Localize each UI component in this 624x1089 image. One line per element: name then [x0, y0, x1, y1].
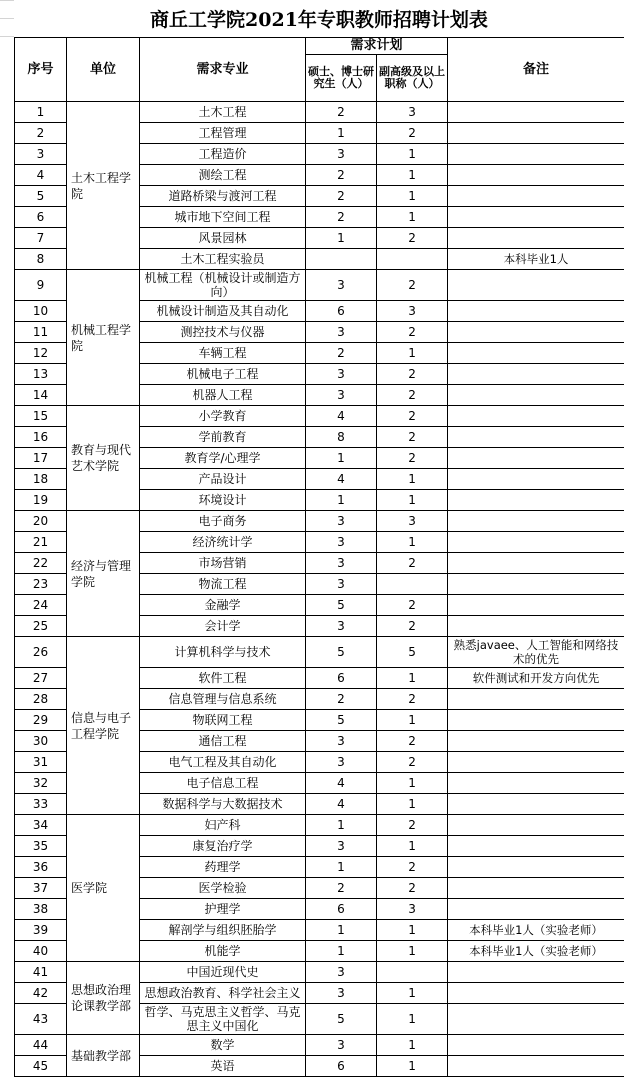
cell-major: 小学教育: [140, 406, 306, 427]
cell-major: 信息管理与信息系统: [140, 689, 306, 710]
cell-major: 机能学: [140, 941, 306, 962]
cell-seq: 24: [15, 595, 67, 616]
cell-senior: 1: [377, 186, 448, 207]
cell-seq: 32: [15, 773, 67, 794]
cell-senior: 1: [377, 165, 448, 186]
cell-note: [448, 1035, 624, 1056]
cell-masters: 4: [306, 406, 377, 427]
cell-seq: 15: [15, 406, 67, 427]
cell-masters: 2: [306, 343, 377, 364]
cell-major: 城市地下空间工程: [140, 207, 306, 228]
cell-masters: 4: [306, 469, 377, 490]
cell-seq: 41: [15, 962, 67, 983]
cell-major: 会计学: [140, 616, 306, 637]
cell-masters: 5: [306, 1004, 377, 1035]
cell-major: 学前教育: [140, 427, 306, 448]
cell-major: 机器人工程: [140, 385, 306, 406]
cell-seq: 37: [15, 878, 67, 899]
cell-seq: 10: [15, 301, 67, 322]
cell-senior: 2: [377, 815, 448, 836]
cell-major: 机械电子工程: [140, 364, 306, 385]
cell-senior: 1: [377, 983, 448, 1004]
cell-note: [448, 165, 624, 186]
cell-seq: 4: [15, 165, 67, 186]
cell-note: [448, 322, 624, 343]
cell-masters: 3: [306, 731, 377, 752]
cell-senior: 1: [377, 1056, 448, 1077]
cell-senior: 1: [377, 490, 448, 511]
cell-major: 通信工程: [140, 731, 306, 752]
cell-senior: 2: [377, 857, 448, 878]
cell-senior: 2: [377, 752, 448, 773]
cell-masters: 1: [306, 490, 377, 511]
cell-note: 本科毕业1人（实验老师）: [448, 920, 624, 941]
cell-major: 测绘工程: [140, 165, 306, 186]
cell-major: 电子信息工程: [140, 773, 306, 794]
cell-note: [448, 385, 624, 406]
cell-masters: 1: [306, 941, 377, 962]
cell-major: 电气工程及其自动化: [140, 752, 306, 773]
cell-masters: 3: [306, 553, 377, 574]
cell-senior: 1: [377, 920, 448, 941]
cell-seq: 25: [15, 616, 67, 637]
cell-note: [448, 343, 624, 364]
cell-note: [448, 553, 624, 574]
cell-major: 思想政治教育、科学社会主义: [140, 983, 306, 1004]
cell-senior: 2: [377, 616, 448, 637]
cell-major: 妇产科: [140, 815, 306, 836]
cell-senior: [377, 249, 448, 270]
cell-seq: 38: [15, 899, 67, 920]
cell-masters: 3: [306, 983, 377, 1004]
cell-major: 康复治疗学: [140, 836, 306, 857]
cell-seq: 3: [15, 144, 67, 165]
cell-note: 本科毕业1人: [448, 249, 624, 270]
cell-major: 市场营销: [140, 553, 306, 574]
cell-seq: 18: [15, 469, 67, 490]
cell-senior: 2: [377, 364, 448, 385]
cell-seq: 43: [15, 1004, 67, 1035]
cell-major: 土木工程实验员: [140, 249, 306, 270]
cell-major: 环境设计: [140, 490, 306, 511]
cell-major: 物流工程: [140, 574, 306, 595]
cell-seq: 6: [15, 207, 67, 228]
cell-major: 土木工程: [140, 102, 306, 123]
gridline: [0, 18, 14, 19]
cell-senior: 2: [377, 427, 448, 448]
cell-senior: [377, 962, 448, 983]
cell-masters: 5: [306, 595, 377, 616]
cell-masters: 1: [306, 123, 377, 144]
cell-senior: 2: [377, 553, 448, 574]
cell-senior: 1: [377, 469, 448, 490]
table-row: [15, 815, 624, 836]
cell-unit: 基础教学部: [67, 1035, 140, 1077]
cell-masters: 1: [306, 857, 377, 878]
cell-seq: 19: [15, 490, 67, 511]
cell-masters: 3: [306, 836, 377, 857]
cell-masters: 2: [306, 689, 377, 710]
cell-note: [448, 857, 624, 878]
cell-senior: 3: [377, 511, 448, 532]
cell-major: 机械设计制造及其自动化: [140, 301, 306, 322]
cell-senior: 1: [377, 532, 448, 553]
cell-major: 哲学、马克思主义哲学、马克思主义中国化: [140, 1004, 306, 1035]
cell-seq: 36: [15, 857, 67, 878]
cell-masters: 3: [306, 532, 377, 553]
cell-seq: 44: [15, 1035, 67, 1056]
cell-senior: 1: [377, 710, 448, 731]
cell-masters: 6: [306, 301, 377, 322]
cell-note: [448, 448, 624, 469]
cell-seq: 30: [15, 731, 67, 752]
cell-major: 数学: [140, 1035, 306, 1056]
cell-seq: 13: [15, 364, 67, 385]
recruitment-table: [14, 37, 624, 1077]
cell-major: 经济统计学: [140, 532, 306, 553]
cell-note: [448, 364, 624, 385]
cell-note: [448, 962, 624, 983]
cell-masters: 3: [306, 144, 377, 165]
cell-senior: 3: [377, 102, 448, 123]
cell-note: [448, 144, 624, 165]
cell-major: 物联网工程: [140, 710, 306, 731]
cell-senior: 3: [377, 301, 448, 322]
cell-major: 产品设计: [140, 469, 306, 490]
cell-masters: 3: [306, 616, 377, 637]
cell-masters: 2: [306, 186, 377, 207]
cell-major: 数据科学与大数据技术: [140, 794, 306, 815]
cell-seq: 12: [15, 343, 67, 364]
header-major: 需求专业: [140, 38, 306, 102]
cell-masters: 1: [306, 920, 377, 941]
cell-note: [448, 595, 624, 616]
cell-seq: 35: [15, 836, 67, 857]
cell-seq: 40: [15, 941, 67, 962]
cell-note: [448, 123, 624, 144]
cell-masters: 3: [306, 962, 377, 983]
cell-senior: 1: [377, 773, 448, 794]
cell-note: [448, 689, 624, 710]
cell-senior: 2: [377, 123, 448, 144]
cell-note: 软件测试和开发方向优先: [448, 668, 624, 689]
cell-note: [448, 186, 624, 207]
cell-note: [448, 794, 624, 815]
cell-senior: 2: [377, 595, 448, 616]
header-note: 备注: [448, 38, 624, 102]
gridline: [0, 36, 14, 37]
header-seq: 序号: [15, 38, 67, 102]
cell-senior: 2: [377, 270, 448, 301]
cell-senior: 1: [377, 207, 448, 228]
cell-note: [448, 270, 624, 301]
cell-seq: 23: [15, 574, 67, 595]
cell-senior: 2: [377, 689, 448, 710]
cell-senior: 2: [377, 406, 448, 427]
cell-seq: 31: [15, 752, 67, 773]
cell-senior: 2: [377, 228, 448, 249]
cell-unit: 土木工程学院: [67, 102, 140, 270]
cell-note: 本科毕业1人（实验老师）: [448, 941, 624, 962]
cell-note: [448, 228, 624, 249]
cell-unit: 医学院: [67, 815, 140, 962]
cell-seq: 11: [15, 322, 67, 343]
cell-seq: 45: [15, 1056, 67, 1077]
cell-major: 测控技术与仪器: [140, 322, 306, 343]
cell-unit: 经济与管理学院: [67, 511, 140, 637]
cell-masters: 3: [306, 574, 377, 595]
table-row: [15, 637, 624, 668]
cell-senior: 1: [377, 941, 448, 962]
cell-seq: 2: [15, 123, 67, 144]
cell-masters: 2: [306, 878, 377, 899]
cell-senior: 2: [377, 731, 448, 752]
cell-major: 解剖学与组织胚胎学: [140, 920, 306, 941]
cell-unit: 信息与电子工程学院: [67, 637, 140, 815]
header-masters: 硕士、博士研究生（人）: [306, 55, 377, 102]
cell-note: [448, 731, 624, 752]
cell-note: [448, 878, 624, 899]
cell-major: 工程造价: [140, 144, 306, 165]
table-row: [15, 270, 624, 301]
cell-note: [448, 1056, 624, 1077]
cell-major: 计算机科学与技术: [140, 637, 306, 668]
cell-seq: 7: [15, 228, 67, 249]
cell-masters: 8: [306, 427, 377, 448]
cell-masters: 5: [306, 710, 377, 731]
cell-masters: 5: [306, 637, 377, 668]
cell-seq: 33: [15, 794, 67, 815]
cell-note: [448, 207, 624, 228]
cell-major: 金融学: [140, 595, 306, 616]
cell-senior: [377, 574, 448, 595]
cell-note: [448, 102, 624, 123]
cell-note: [448, 490, 624, 511]
cell-masters: 3: [306, 364, 377, 385]
table-row: [15, 962, 624, 983]
cell-note: [448, 574, 624, 595]
cell-senior: 2: [377, 385, 448, 406]
cell-seq: 34: [15, 815, 67, 836]
cell-senior: 2: [377, 448, 448, 469]
cell-note: [448, 301, 624, 322]
cell-masters: 3: [306, 385, 377, 406]
cell-major: 教育学/心理学: [140, 448, 306, 469]
cell-note: [448, 983, 624, 1004]
table-row: [15, 511, 624, 532]
cell-note: [448, 1004, 624, 1035]
cell-seq: 17: [15, 448, 67, 469]
cell-masters: 2: [306, 165, 377, 186]
cell-masters: 1: [306, 448, 377, 469]
cell-note: [448, 469, 624, 490]
cell-note: [448, 899, 624, 920]
cell-major: 药理学: [140, 857, 306, 878]
table-row: [15, 102, 624, 123]
cell-seq: 20: [15, 511, 67, 532]
cell-masters: 4: [306, 773, 377, 794]
cell-seq: 8: [15, 249, 67, 270]
cell-senior: 3: [377, 899, 448, 920]
header-unit: 单位: [67, 38, 140, 102]
sheet-title: 商丘工学院2021年专职教师招聘计划表: [14, 0, 624, 37]
cell-major: 道路桥梁与渡河工程: [140, 186, 306, 207]
cell-seq: 21: [15, 532, 67, 553]
cell-masters: 3: [306, 322, 377, 343]
cell-major: 英语: [140, 1056, 306, 1077]
table-row: [15, 1035, 624, 1056]
cell-major: 车辆工程: [140, 343, 306, 364]
cell-masters: 4: [306, 794, 377, 815]
cell-masters: [306, 249, 377, 270]
cell-masters: 1: [306, 228, 377, 249]
cell-masters: 3: [306, 1035, 377, 1056]
cell-seq: 1: [15, 102, 67, 123]
cell-senior: 1: [377, 144, 448, 165]
cell-senior: 2: [377, 878, 448, 899]
cell-seq: 28: [15, 689, 67, 710]
cell-note: [448, 836, 624, 857]
cell-senior: 1: [377, 836, 448, 857]
cell-seq: 29: [15, 710, 67, 731]
cell-seq: 27: [15, 668, 67, 689]
cell-masters: 6: [306, 899, 377, 920]
cell-masters: 6: [306, 1056, 377, 1077]
cell-note: [448, 511, 624, 532]
cell-masters: 2: [306, 207, 377, 228]
cell-masters: 3: [306, 752, 377, 773]
cell-note: [448, 710, 624, 731]
gridline: [0, 0, 14, 1]
cell-major: 医学检验: [140, 878, 306, 899]
cell-major: 中国近现代史: [140, 962, 306, 983]
cell-note: [448, 616, 624, 637]
cell-senior: 1: [377, 794, 448, 815]
cell-note: 熟悉javaee、人工智能和网络技术的优先: [448, 637, 624, 668]
cell-masters: 2: [306, 102, 377, 123]
cell-masters: 3: [306, 511, 377, 532]
cell-senior: 1: [377, 1035, 448, 1056]
table-row: [15, 406, 624, 427]
cell-senior: 2: [377, 322, 448, 343]
cell-seq: 22: [15, 553, 67, 574]
cell-seq: 14: [15, 385, 67, 406]
cell-note: [448, 815, 624, 836]
cell-seq: 26: [15, 637, 67, 668]
cell-senior: 1: [377, 668, 448, 689]
cell-seq: 16: [15, 427, 67, 448]
header-plan: 需求计划: [306, 38, 448, 55]
cell-unit: 机械工程学院: [67, 270, 140, 406]
cell-note: [448, 427, 624, 448]
cell-major: 工程管理: [140, 123, 306, 144]
cell-masters: 3: [306, 270, 377, 301]
cell-masters: 1: [306, 815, 377, 836]
cell-senior: 1: [377, 1004, 448, 1035]
cell-major: 电子商务: [140, 511, 306, 532]
cell-masters: 6: [306, 668, 377, 689]
cell-unit: 思想政治理论课教学部: [67, 962, 140, 1035]
cell-major: 风景园林: [140, 228, 306, 249]
cell-note: [448, 532, 624, 553]
cell-seq: 42: [15, 983, 67, 1004]
cell-seq: 9: [15, 270, 67, 301]
cell-senior: 1: [377, 343, 448, 364]
cell-major: 机械工程（机械设计或制造方向）: [140, 270, 306, 301]
cell-seq: 39: [15, 920, 67, 941]
cell-major: 护理学: [140, 899, 306, 920]
cell-note: [448, 773, 624, 794]
cell-note: [448, 406, 624, 427]
cell-seq: 5: [15, 186, 67, 207]
cell-note: [448, 752, 624, 773]
cell-senior: 5: [377, 637, 448, 668]
cell-unit: 教育与现代艺术学院: [67, 406, 140, 511]
cell-major: 软件工程: [140, 668, 306, 689]
header-senior: 副高级及以上职称（人）: [377, 55, 448, 102]
